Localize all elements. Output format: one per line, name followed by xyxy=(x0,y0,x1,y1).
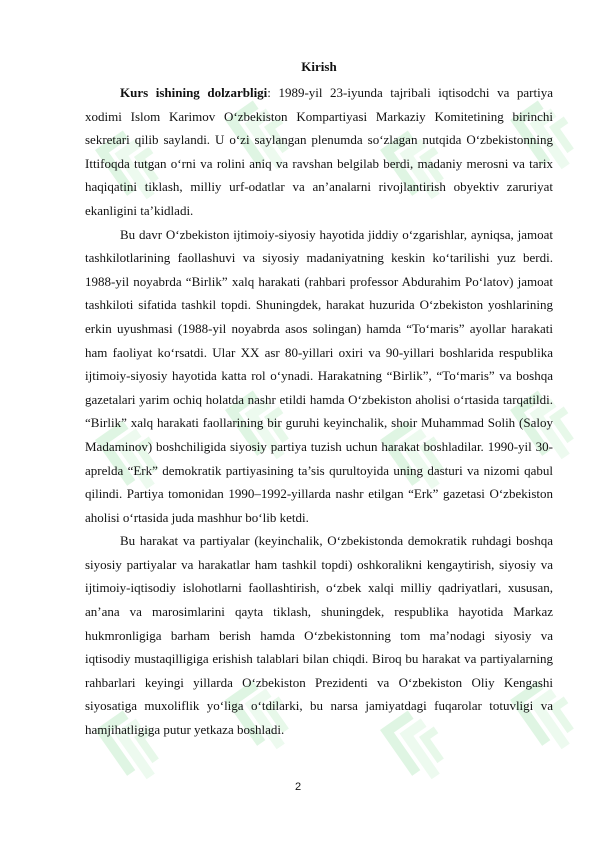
paragraph-text: Bu davr O‘zbekiston ijtimoiy-siyosiy hayotida jiddiy o‘zgarishlar, ayniqsa, jamoat tashkilotlarining faollashuvi va siyosiy madaniyatning keskin ko‘tarilishi yuz berdi. 1988-yil noyabrda “Birlik” xalq harakati (rahbari professor Abdurahim Po‘latov) jamoat tashkiloti sifatida tashkil topdi. Shuningdek, harakat huzurida O‘zbekiston yoshlarining erkin uyushmasi (1988-yil noyabrda asos solingan) hamda “To‘maris” ayollar harakati ham faoliyat ko‘rsatdi. Ular XX asr 80-yillari oxiri va 90-yillari boshlarida respublika ijtimoiy-siyosiy hayotida katta rol o‘ynadi. Harakatning “Birlik”, “To‘maris” va boshqa gazetalari yarim ochiq holatda nashr etildi hamda O‘zbekiston aholisi o‘rtasida tarqatildi. “Birlik” xalq harakati faollarining bir guruhi keyinchalik, shoir Muhammad Solih (Saloy Madaminov) boshchiligida siyosiy partiya tuzish uchun harakat boshladilar. 1990-yil 30-aprelda “Erk” demokratik partiyasining ta’sis qurultoyida uning dasturi va nizomi qabul qilindi. Partiya tomonidan 1990–1992-yillarda nashr etilgan “Erk” gazetasi O‘zbekiston aholisi o‘rtasida juda mashhur bo‘lib ketdi. xyxy=(85,226,553,525)
section-title: Kirish xyxy=(301,59,337,74)
paragraph-lead: Kurs ishining dolzarbligi xyxy=(120,85,268,100)
document-body xyxy=(85,58,553,742)
paragraph xyxy=(85,223,553,530)
paragraph-text: Bu harakat va partiyalar (keyinchalik, O‘zbekistonda demokratik ruhdagi boshqa siyosiy partiyalar va harakatlar ham tashkil topdi) oshkoralikni kengaytirish, siyosiy va ijtimoiy-iqtisodiy islohotlarni faollashtirish, o‘zbek xalqi milliy qadriyatlari, xususan, an’ana va marosimlarini qayta tiklash, shuningdek, respublika hayotida Markaz hukmronligiga barham berish hamda O‘zbekistonning tom ma’nodagi siyosiy va iqtisodiy mustaqilligiga erishish talablari bilan chiqdi. Biroq bu harakat va partiyalarning rahbarlari keyingi yillarda O‘zbekiston Prezidenti va O‘zbekiston Oliy Kengashi siyosatiga muxoliflik yo‘liga o‘tdilarki, bu narsa jamiyatdagi fuqarolar totuvligi va hamjihatligiga putur yetkaza boshladi. xyxy=(85,533,553,738)
paragraph xyxy=(85,81,553,223)
page-number: 2 xyxy=(294,781,302,793)
paragraph-text: : 1989-yil 23-iyunda tajribali iqtisodchi va partiya xodimi Islom Karimov O‘zbekiston Kompartiyasi Markaziy Komitetining birinchi sekretari qilib saylandi. U o‘zi saylangan plenumda so‘zlagan nutqida O‘zbekistonning Ittifoqda tutgan o‘rni va rolini aniq va ravshan belgilab berdi, madaniy merosni va tarix haqiqatini tiklash, milliy urf-odatlar va an’analarni rivojlantirish obyektiv zaruriyat ekanligini ta’kidladi. xyxy=(85,85,553,218)
paragraph xyxy=(85,529,553,741)
